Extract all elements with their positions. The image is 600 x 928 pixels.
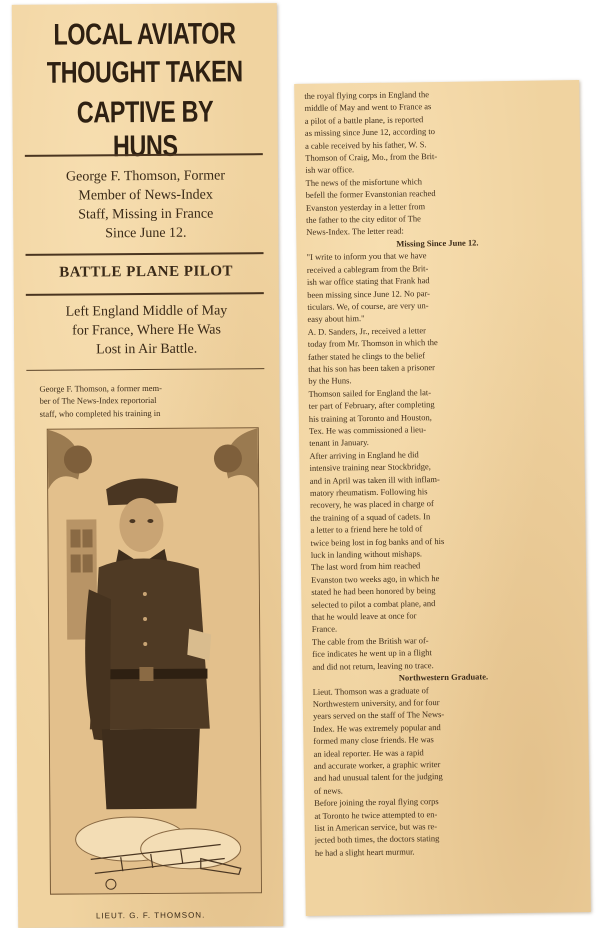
article-line: years served on the staff of The News-	[312, 709, 445, 722]
article-line: The cable from the British war of-	[311, 635, 429, 647]
subhead-battle-plane-pilot: BATTLE PLANE PILOT	[59, 263, 234, 281]
article-line: the training of a squad of cadets. In	[310, 510, 431, 523]
divider	[26, 368, 264, 371]
portrait-photo	[47, 427, 262, 894]
headline-line-2: THOUGHT TAKEN	[46, 55, 243, 90]
deck-line: Staff, Missing in France	[78, 206, 214, 223]
article-line: father stated he clings to the belief	[307, 349, 426, 362]
article-line: ish war office stating that Frank had	[306, 275, 430, 287]
lead-line: George F. Thomson, a former mem-	[39, 382, 162, 394]
article-line: recovery, he was placed in charge of	[310, 498, 434, 511]
deck-line: George F. Thomson, Former	[65, 168, 226, 185]
article-line: befell the former Evanstonian reached	[305, 188, 436, 201]
deck-line: Lost in Air Battle.	[96, 341, 198, 358]
article-line: France.	[311, 623, 338, 635]
article-line: list in American service, but was re-	[314, 821, 438, 833]
article-line: Index. He was extremely popular and	[313, 721, 441, 734]
article-subhead: Northwestern Graduate.	[398, 671, 489, 683]
article-line: Northwestern university, and for four	[312, 696, 440, 709]
article-line: Evanston yesterday in a letter from	[305, 200, 426, 213]
article-line: News-Index. The letter read:	[306, 225, 404, 238]
article-line: and had unusual talent for the judging	[313, 771, 443, 784]
article-line: of news.	[314, 785, 343, 796]
article-line: his training at Toronto and Houston,	[308, 411, 432, 424]
photo-caption: LIEUT. G. F. THOMSON.	[95, 910, 206, 921]
article-line: easy about him."	[307, 313, 365, 325]
article-line: stated he had been honored by being	[311, 585, 436, 598]
deck-former-member	[23, 166, 269, 244]
article-line: a cable received by his father, W. S.	[304, 138, 427, 151]
article-line: by the Huns.	[308, 375, 352, 387]
article-line: jected both times, the doctors stating	[314, 833, 440, 846]
article-line: the royal flying corps in England the	[304, 89, 430, 101]
left-clipping	[12, 3, 283, 928]
article-line: matory rheumatism. Following his	[309, 486, 428, 498]
article-line: The news of the misfortune which	[305, 176, 423, 188]
article-line: as missing since June 12, according to	[304, 126, 436, 139]
article-line: that he would leave at once for	[311, 610, 417, 622]
article-line: a pilot of a battle plane, is reported	[304, 114, 424, 126]
deck-line: Left England Middle of May	[65, 303, 228, 320]
article-line: the father to the city editor of The	[306, 213, 421, 225]
article-line: and accurate worker, a graphic writer	[313, 758, 441, 771]
article-line: a letter to a friend here he told of	[310, 523, 423, 536]
article-line: Thomson sailed for England the lat-	[308, 386, 432, 399]
article-line: intensive training near Stockbridge,	[309, 461, 431, 474]
article-line: "I write to inform you that we have	[306, 250, 427, 263]
lead-line: ber of The News-Index reportorial	[39, 395, 157, 407]
article-line: that his son has been taken a prisoner	[308, 362, 436, 374]
headline-line-1: LOCAL AVIATOR	[53, 17, 236, 52]
article-line: A. D. Sanders, Jr., received a letter	[307, 324, 426, 337]
article-line: Thomson of Craig, Mo., from the Brit-	[305, 151, 438, 163]
article-line: formed many close friends. He was	[313, 734, 434, 746]
right-clipping	[294, 80, 591, 916]
article-line: After arriving in England he did	[309, 449, 419, 461]
article-line: Evanston two weeks ago, in which he	[311, 572, 440, 585]
article-line: Lieut. Thomson was a graduate of	[312, 684, 429, 697]
article-line: luck in landing without mishaps.	[310, 548, 423, 560]
article-line: fice indicates he went up in a flight	[312, 647, 432, 660]
article-line: tenant in January.	[309, 437, 369, 449]
deck-left-england	[24, 301, 269, 360]
article-line: middle of May and went to France as	[304, 101, 432, 114]
article-line: twice being lost in fog banks and of his	[310, 535, 445, 548]
headline-line-3: CAPTIVE BY HUNS	[76, 95, 214, 164]
article-line: The last word from him reached	[310, 560, 421, 573]
article-line: Tex. He was commissioned a lieu-	[308, 424, 427, 436]
divider	[26, 292, 264, 296]
article-line: an ideal reporter. He was a rapid	[313, 746, 424, 759]
article-line: received a cablegram from the Brit-	[306, 262, 429, 275]
portrait-illustration	[48, 428, 261, 893]
deck-line: for France, Where He Was	[72, 322, 221, 339]
article-line: ticulars. We, of course, are very un-	[307, 300, 429, 312]
article-line: he had a slight heart murmur.	[314, 846, 415, 858]
article-line: and in April was taken ill with inflam-	[309, 473, 440, 486]
article-line: Before joining the royal flying corps	[314, 796, 439, 808]
article-line: been missing since June 12. No par-	[307, 287, 431, 300]
article-line: ish war office.	[305, 164, 355, 176]
lead-line: staff, who completed his training in	[39, 407, 161, 419]
deck-line: Since June 12.	[105, 225, 187, 242]
article-line: today from Mr. Thomson in which the	[307, 337, 438, 349]
article-line: ter part of February, after completing	[308, 399, 435, 412]
article-line: at Toronto he twice attempted to en-	[314, 808, 438, 821]
article-subhead: Missing Since June 12.	[396, 237, 479, 249]
deck-line: Member of News-Index	[78, 187, 213, 204]
article-body	[304, 86, 577, 859]
lead-paragraph	[39, 381, 264, 420]
article-line: and did not return, leaving no trace.	[312, 659, 434, 672]
article-line: selected to pilot a combat plane, and	[311, 597, 436, 610]
divider	[26, 252, 264, 256]
